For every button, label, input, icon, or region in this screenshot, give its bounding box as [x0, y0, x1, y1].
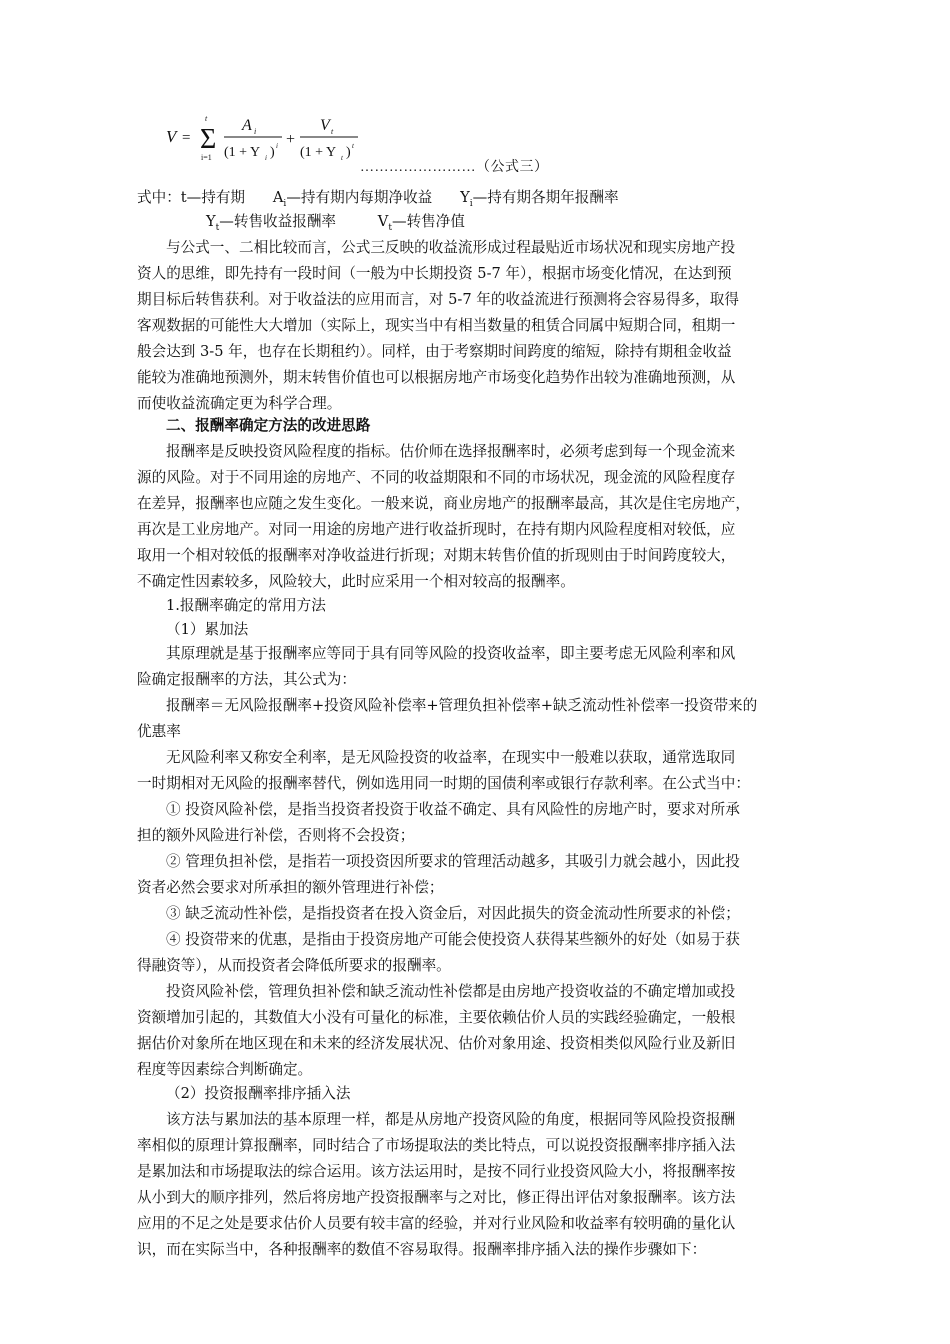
svg-text:): ): [270, 145, 275, 160]
body-line: 再次是工业房地产。对同一用途的房地产进行收益折现时，在持有期内风险程度相对较低，应: [137, 521, 736, 538]
sum-lower: i=1: [201, 153, 212, 162]
body-line: 与公式一、二相比较而言，公式三反映的收益流形成过程最贴近市场状况和现实房地产投: [166, 239, 736, 256]
sum-symbol: Σ: [200, 124, 217, 155]
body-line: 其原理就是基于报酬率应等同于具有同等风险的投资收益率，即主要考虑无风险利率和风: [166, 645, 736, 662]
subsection-heading: 1.报酬率确定的常用方法: [166, 597, 326, 614]
fraction2-numerator: V: [320, 117, 330, 134]
body-line: 优惠率: [137, 723, 181, 740]
body-line: 期目标后转售获利。对于收益法的应用而言，对 5-7 年的收益流进行预测将会容易得多，取得: [137, 291, 739, 308]
body-line: 源的风险。对于不同用途的房地产、不同的收益期限和不同的市场状况，现金流的风险程度存: [137, 469, 736, 486]
body-line: 程度等因素综合判断确定。: [137, 1061, 313, 1078]
formula-lhs: V: [166, 127, 177, 146]
body-line: 识，而在实际当中，各种报酬率的数值不容易取得。报酬率排序插入法的操作步骤如下：: [137, 1241, 707, 1258]
body-line: ③ 缺乏流动性补偿，是指投资者在投入资金后，对因此损失的资金流动性所要求的补偿；: [166, 905, 740, 922]
body-line: 是累加法和市场提取法的综合运用。该方法运用时，是按不同行业投资风险大小，将报酬率按: [137, 1163, 736, 1180]
formula-plus: +: [286, 131, 296, 148]
body-line: ② 管理负担补偿，是指若一项投资因所要求的管理活动越多，其吸引力就会越小，因此投: [166, 853, 740, 870]
fraction1-denominator: (1 + Y: [224, 145, 261, 160]
fraction1-exponent: i: [276, 142, 278, 150]
body-line: 担的额外风险进行补偿，否则将不会投资；: [137, 827, 415, 844]
body-line: 险确定报酬率的方法，其公式为：: [137, 671, 356, 688]
body-line: 报酬率＝无风险报酬率+投资风险补偿率+管理负担补偿率+缺乏流动性补偿率一投资带来的: [166, 697, 758, 714]
formula-three: [160, 112, 600, 174]
section-heading: 二、报酬率确定方法的改进思路: [166, 417, 371, 434]
body-line: 资人的思维，即先持有一段时间（一般为中长期投资 5-7 年），根据市场变化情况，在达到预: [137, 265, 732, 282]
body-line: 资额增加引起的，其数值大小没有可量化的标准，主要依赖估价人员的实践经验确定，一般根: [137, 1009, 736, 1026]
method-heading: （2）投资报酬率排序插入法: [166, 1085, 351, 1102]
body-line: 取用一个相对较低的报酬率对净收益进行折现；对期末转售价值的折现则由于时间跨度较大，: [137, 547, 736, 564]
fraction2-denominator-sub: t: [341, 154, 343, 162]
fraction2-numerator-sub: t: [331, 127, 334, 136]
fraction2-exponent: t: [352, 142, 354, 150]
fraction2-denominator: (1 + Y: [300, 145, 337, 160]
body-line: 该方法与累加法的基本原理一样，都是从房地产投资风险的角度，根据同等风险投资报酬: [166, 1111, 736, 1128]
fraction1-numerator: A: [242, 117, 252, 134]
body-line: 报酬率是反映投资风险程度的指标。估价师在选择报酬率时，必须考虑到每一个现金流来: [166, 443, 736, 460]
formula-definitions-line2: $Y_t—$转售收益报酬率 $V_t—$转售净值: [206, 213, 465, 233]
body-line: 在差异，报酬率也应随之发生变化。一般来说，商业房地产的报酬率最高，其次是住宅房地产，: [137, 495, 750, 512]
body-line: 投资风险补偿，管理负担补偿和缺乏流动性补偿都是由房地产投资收益的不确定增加或投: [166, 983, 736, 1000]
body-line: 得融资等），从而投资者会降低所要求的报酬率。: [137, 957, 451, 974]
body-line: 不确定性因素较多，风险较大，此时应采用一个相对较高的报酬率。: [137, 573, 575, 590]
method-heading: （1）累加法: [166, 621, 249, 638]
fraction1-denominator-sub: i: [265, 154, 267, 162]
formula-tag: ……………………（公式三）: [360, 160, 549, 175]
body-line: 无风险利率又称安全利率，是无风险投资的收益率，在现实中一般难以获取，通常选取同: [166, 749, 736, 766]
body-line: 资者必然会要求对所承担的额外管理进行补偿；: [137, 879, 444, 896]
body-line: 能较为准确地预测外，期末转售价值也可以根据房地产市场变化趋势作出较为准确地预测，从: [137, 369, 736, 386]
body-line: ① 投资风险补偿，是指当投资者投资于收益不确定、具有风险性的房地产时，要求对所承: [166, 801, 740, 818]
body-line: ④ 投资带来的优惠，是指由于投资房地产可能会使投资人获得某些额外的好处（如易于获: [166, 931, 740, 948]
body-line: 率相似的原理计算报酬率，同时结合了市场提取法的类比特点，可以说投资报酬率排序插入法: [137, 1137, 736, 1154]
body-line: 而使收益流确定更为科学合理。: [137, 395, 342, 412]
svg-text:): ): [346, 145, 351, 160]
body-line: 据估价对象所在地区现在和未来的经济发展状况、估价对象用途、投资相类似风险行业及新旧: [137, 1035, 736, 1052]
fraction1-numerator-sub: i: [254, 127, 257, 136]
svg-text:=: =: [182, 130, 191, 146]
body-line: 般会达到 3-5 年，也存在长期租约）。同样，由于考察期时间跨度的缩短，除持有期租金收益: [137, 343, 732, 360]
body-line: 从小到大的顺序排列，然后将房地产投资报酬率与之对比，修正得出评估对象报酬率。该方法: [137, 1189, 736, 1206]
body-line: 一时期相对无风险的报酬率替代，例如选用同一时期的国债利率或银行存款利率。在公式当中：: [137, 775, 750, 792]
sum-upper: t: [205, 114, 208, 123]
formula-definitions-line1: 式中：t—持有期 $A_i—$持有期内每期净收益 $Y_i—$持有期各期年报酬率: [137, 189, 619, 209]
body-line: 客观数据的可能性大大增加（实际上，现实当中有相当数量的租赁合同属中短期合同，租期一: [137, 317, 736, 334]
body-line: 应用的不足之处是要求估价人员要有较丰富的经验，并对行业风险和收益率有较明确的量化认: [137, 1215, 736, 1232]
